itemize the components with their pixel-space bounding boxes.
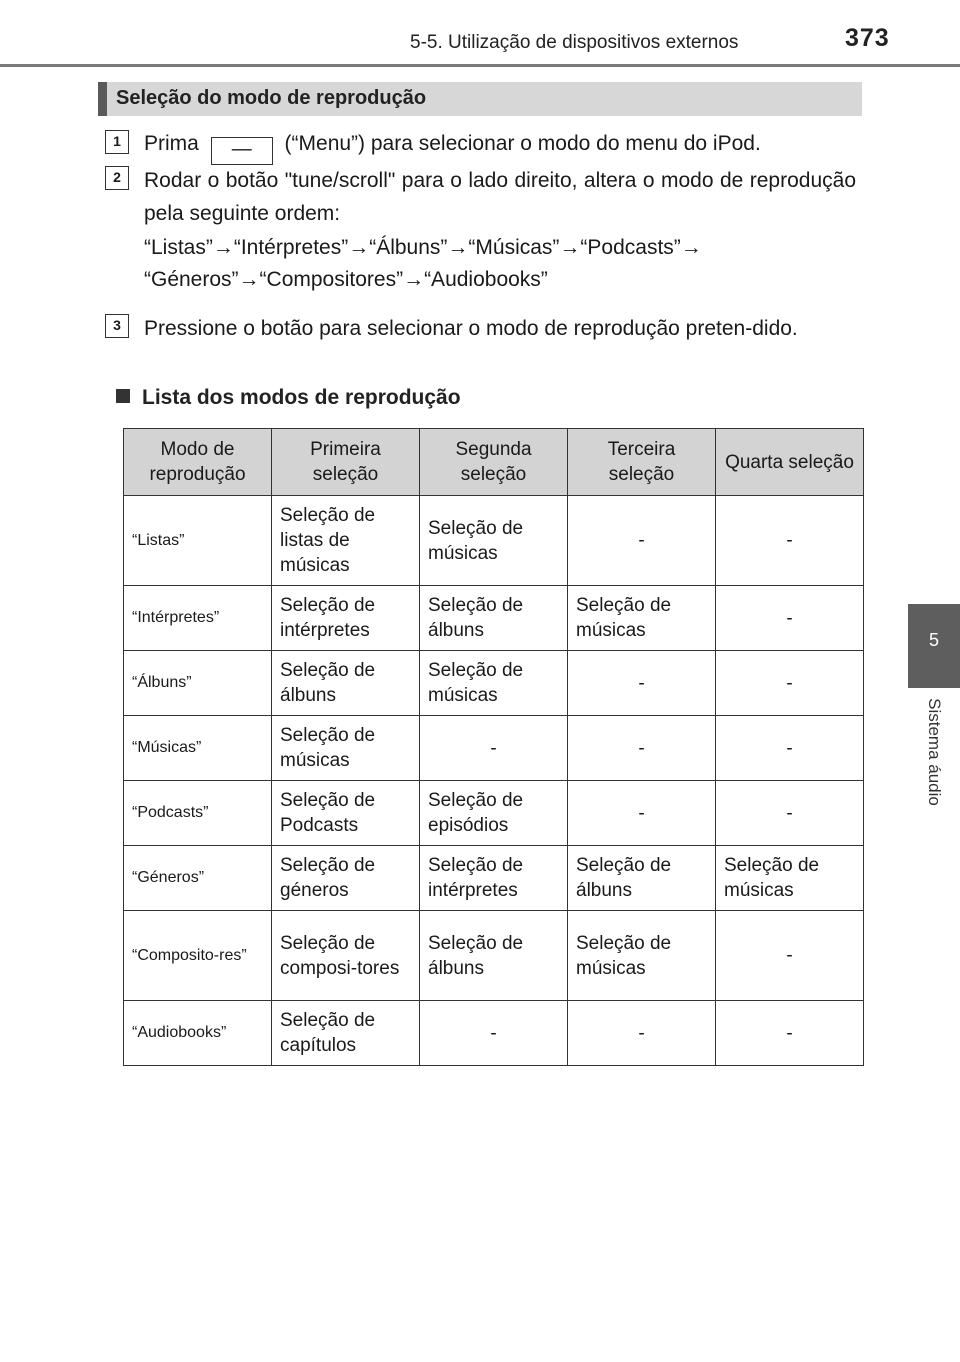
table-row	[124, 781, 864, 846]
table-cell: -	[568, 781, 716, 846]
column-header: Terceira seleção	[568, 429, 716, 496]
table-cell: -	[420, 1001, 568, 1066]
table-cell: Seleção de intérpretes	[420, 846, 568, 911]
section-header	[98, 82, 862, 116]
table-cell: Seleção de álbuns	[568, 846, 716, 911]
table-cell: “Podcasts”	[124, 781, 272, 846]
table-cell: -	[568, 1001, 716, 1066]
table-cell: “Listas”	[124, 496, 272, 586]
mode-sequence-line-1: “Listas”→“Intérpretes”→“Álbuns”→“Músicas”→“Podcasts”→	[144, 236, 702, 259]
table-cell: Seleção de composi-tores	[272, 911, 420, 1001]
table-cell: -	[716, 496, 864, 586]
table-row	[124, 716, 864, 781]
table-cell: Seleção de Podcasts	[272, 781, 420, 846]
step-1-text	[144, 127, 856, 165]
column-header: Modo de reprodução	[124, 429, 272, 496]
table-row	[124, 846, 864, 911]
column-header: Quarta seleção	[716, 429, 864, 496]
playback-modes-table	[123, 428, 864, 1066]
table-cell: -	[716, 781, 864, 846]
step-1-text-after: (“Menu”) para selecionar o modo do menu do iPod.	[284, 132, 761, 155]
column-header: Segunda seleção	[420, 429, 568, 496]
column-header: Primeira seleção	[272, 429, 420, 496]
table-cell: Seleção de músicas	[420, 496, 568, 586]
list-title	[116, 386, 461, 410]
table-cell: Seleção de músicas	[420, 651, 568, 716]
step-number-badge: 1	[105, 130, 129, 154]
section-header-bar	[98, 82, 107, 116]
running-header-section: 5-5. Utilização de dispositivos externos	[410, 32, 739, 53]
table-cell: Seleção de álbuns	[272, 651, 420, 716]
table-cell: Seleção de músicas	[716, 846, 864, 911]
square-bullet-icon	[116, 389, 130, 403]
table-cell: Seleção de listas de músicas	[272, 496, 420, 586]
table-cell: -	[716, 651, 864, 716]
table-row	[124, 651, 864, 716]
table-cell: Seleção de intérpretes	[272, 586, 420, 651]
table-cell: Seleção de episódios	[420, 781, 568, 846]
table-cell: -	[568, 496, 716, 586]
table-header-row	[124, 429, 864, 496]
table-cell: “Intérpretes”	[124, 586, 272, 651]
table-row	[124, 496, 864, 586]
table-cell: Seleção de músicas	[568, 586, 716, 651]
table-cell: “Géneros”	[124, 846, 272, 911]
table-cell: Seleção de capítulos	[272, 1001, 420, 1066]
step-number-badge: 2	[105, 166, 129, 190]
menu-button-icon: —	[211, 137, 273, 165]
step-2-text: Rodar o botão "tune/scroll" para o lado direito, altera o modo de reprodução pela seguinte ordem:	[144, 169, 856, 225]
table-cell: Seleção de géneros	[272, 846, 420, 911]
chapter-tab	[908, 604, 960, 688]
chapter-number: 5	[928, 630, 939, 650]
mode-sequence-line-2: “Géneros”→“Compositores”→“Audiobooks”	[144, 268, 548, 291]
table-cell: “Músicas”	[124, 716, 272, 781]
table-cell: Seleção de álbuns	[420, 586, 568, 651]
table-cell: Seleção de músicas	[272, 716, 420, 781]
table-cell: Seleção de álbuns	[420, 911, 568, 1001]
step-number-badge: 3	[105, 314, 129, 338]
table-cell: -	[716, 716, 864, 781]
table-cell: “Composito-res”	[124, 911, 272, 1001]
table-cell: -	[716, 911, 864, 1001]
page-number: 373	[845, 24, 890, 52]
table-cell: -	[568, 716, 716, 781]
table-cell: “Audiobooks”	[124, 1001, 272, 1066]
table-cell: -	[568, 651, 716, 716]
table-cell: -	[716, 1001, 864, 1066]
section-title: Seleção do modo de reprodução	[116, 87, 427, 109]
table-cell: -	[716, 586, 864, 651]
table-cell: Seleção de músicas	[568, 911, 716, 1001]
table-row	[124, 586, 864, 651]
header-divider	[0, 64, 960, 67]
step-1-text-before: Prima	[144, 132, 199, 155]
table-cell: “Álbuns”	[124, 651, 272, 716]
chapter-title: Sistema áudio	[925, 698, 944, 806]
table-cell: -	[420, 716, 568, 781]
table-row	[124, 911, 864, 1001]
table-row	[124, 1001, 864, 1066]
list-title-text: Lista dos modos de reprodução	[142, 386, 461, 409]
step-3-text: Pressione o botão para selecionar o modo de reprodução preten-dido.	[144, 317, 798, 340]
